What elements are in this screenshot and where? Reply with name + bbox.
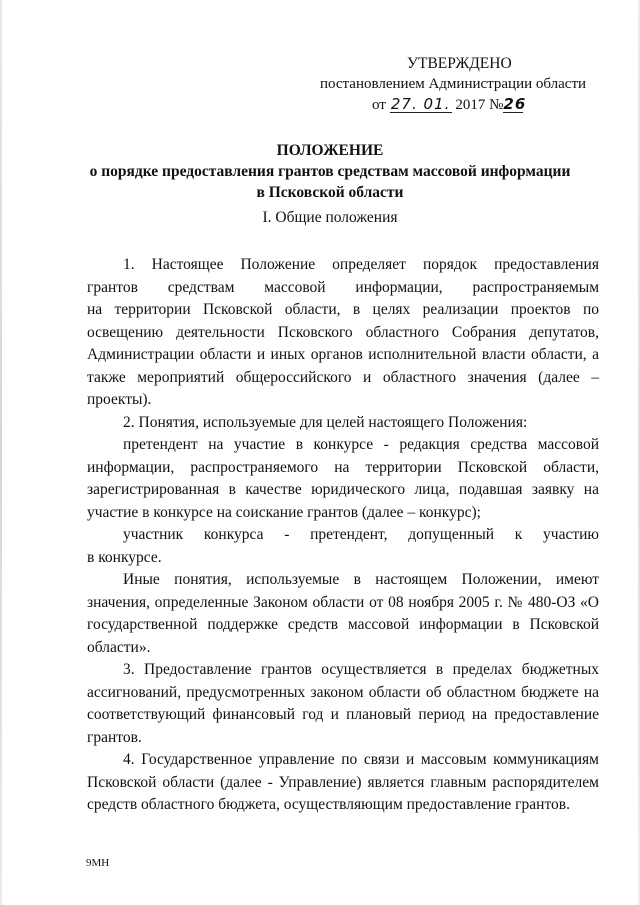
document-body bbox=[87, 254, 599, 817]
approval-authority: постановлением Администрации области bbox=[320, 76, 587, 92]
paragraph-1-rest: на территории Псковской области, в целях реализации проектов по освещению деятельности Псковского областного Собрания депутатов, Администрации области и иных органов исполнительной власти области, а также мероприятий общероссийского и областного значения (далее – проекты). bbox=[87, 301, 599, 408]
paragraph-4-line-2: в конкурсе. bbox=[87, 548, 162, 566]
title-line-1: ПОЛОЖЕНИЕ bbox=[276, 142, 384, 159]
section-heading: I. Общие положения bbox=[262, 209, 398, 226]
approval-stamp bbox=[320, 53, 600, 116]
scan-edge-left bbox=[0, 0, 2, 905]
paragraph-5: Иные понятия, используемые в настоящем Положении, имеют значения, определенные Законом области от 08 ноября 2005 г. № 480-ОЗ «О государственной поддержке средств массовой информации в Псковской области». bbox=[87, 571, 599, 656]
handwritten-date: 27. 01. bbox=[390, 95, 451, 113]
paragraph-1-line-2: грантов средствам массовой информации, распространяемым bbox=[87, 278, 599, 296]
paragraph-7: 4. Государственное управление по связи и массовым коммуникациям Псковской области (далее - Управление) является главным распорядителем средств областного бюджета, осуществляющим предоставление грантов. bbox=[87, 751, 599, 813]
paragraph-6: 3. Предоставление грантов осуществляется в пределах бюджетных ассигнований, предусмотренных законом области об областном бюджете на соответствующий финансовый год и плановый период на предоставление грантов. bbox=[87, 661, 599, 746]
title-line-3: в Псковской области bbox=[256, 184, 404, 201]
document-title bbox=[60, 140, 600, 203]
handwritten-number: 26 bbox=[503, 95, 527, 113]
approval-year-number: 2017 № bbox=[455, 97, 504, 113]
approval-title: УТВЕРЖДЕНО bbox=[407, 55, 512, 72]
paragraph-2: 2. Понятия, используемые для целей настоящего Положения: bbox=[123, 413, 528, 431]
paragraph-4-line-1: участник конкурса - претендент, допущенный к участию bbox=[123, 526, 599, 543]
footer-code: 9МН bbox=[86, 857, 110, 869]
approval-date-line bbox=[372, 95, 600, 116]
paragraph-3: претендент на участие в конкурсе - редакция средства массовой информации, распространяемого на территории Псковской области, зарегистрированная в качестве юридического лица, подавшая заявку на участие в конкурсе на соискание грантов (далее – конкурс); bbox=[87, 436, 599, 521]
paragraph-1-line-1: 1. Настоящее Положение определяет порядок предоставления bbox=[123, 256, 599, 273]
title-line-2: о порядке предоставления грантов средствам массовой информации bbox=[89, 163, 571, 180]
approval-prefix: от bbox=[372, 97, 386, 113]
